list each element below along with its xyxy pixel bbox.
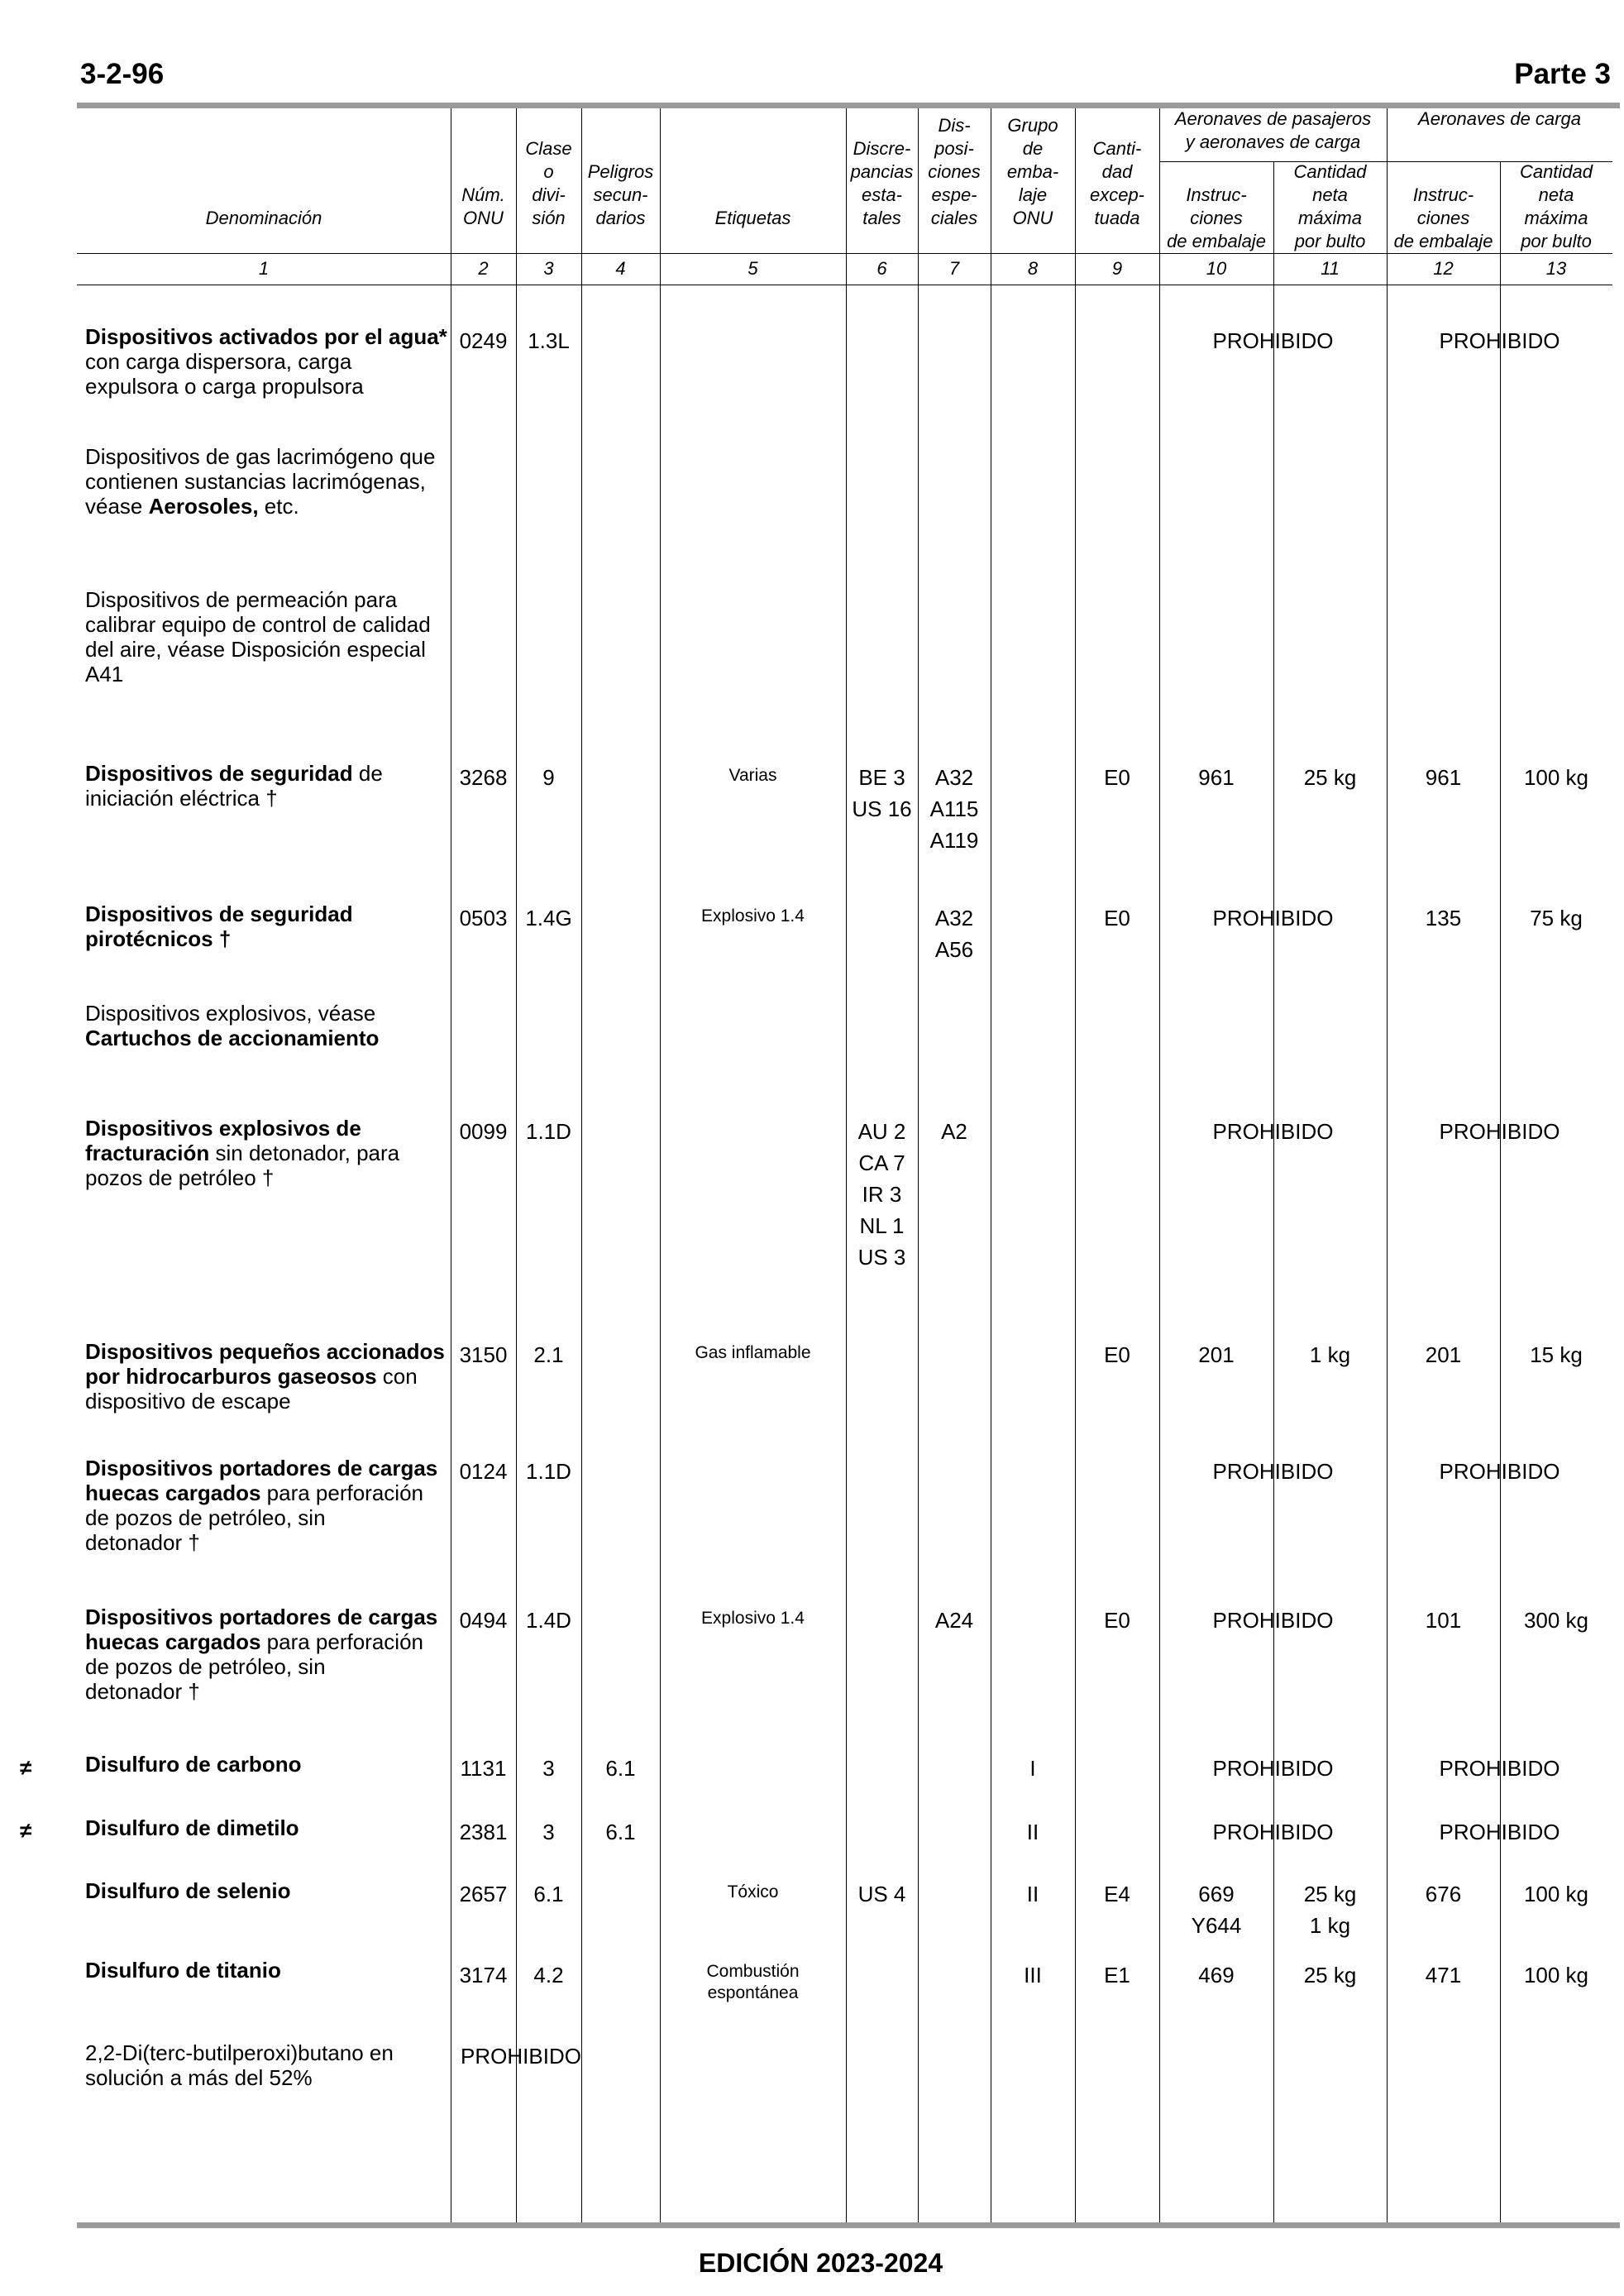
row-carga-prohibido: PROHIBIDO	[1439, 328, 1560, 353]
row-clase: 1.4D	[526, 1608, 571, 1633]
row-carga-neta: 100 kg	[1523, 765, 1589, 790]
row-carga-instr: 676	[1425, 1882, 1462, 1906]
header-instrucciones-carga: Instruc- ciones de embalaje	[1393, 184, 1493, 251]
row-grupo: II	[1026, 1820, 1039, 1844]
row-cantidad: E4	[1104, 1882, 1130, 1906]
row-onu: 0124	[459, 1459, 508, 1484]
row-etiqueta: Combustión espontánea	[706, 1962, 800, 2002]
row-carga-neta: 100 kg	[1523, 1882, 1589, 1906]
row-name: Dispositivos activados por el agua* con carga dispersora, carga expulsora o carga propulsora	[85, 324, 447, 399]
row-discrepancias: AU 2 CA 7 IR 3 NL 1 US 3	[857, 1119, 906, 1270]
row-onu: 3174	[459, 1963, 508, 1987]
header-cantidad-exceptuada: Canti- dad excep- tuada	[1089, 138, 1145, 228]
header-peligros: Peligros secun- darios	[587, 161, 654, 228]
row-name: Dispositivos portadores de cargas huecas cargados para perforación de pozos de petróleo, sin detonador †	[85, 1456, 438, 1555]
row-clase: 3	[542, 1756, 555, 1781]
row-onu: 0503	[459, 906, 508, 930]
row-prohibido: PROHIBIDO	[461, 2044, 581, 2069]
row-onu: 2381	[459, 1820, 508, 1844]
row-onu: 3150	[459, 1342, 508, 1367]
row-clase: 6.1	[533, 1882, 564, 1906]
header-aeronaves-pasajeros: Aeronaves de pasajeros y aeronaves de carga	[1174, 108, 1372, 152]
row-name: Dispositivos explosivos, véase Cartuchos de accionamiento	[85, 1001, 380, 1050]
row-grupo: III	[1024, 1963, 1042, 1987]
row-disposiciones: A32 A115 A119	[929, 765, 979, 853]
header-clase: Clase o divi- sión	[525, 138, 572, 228]
row-carga-neta: 15 kg	[1530, 1342, 1583, 1367]
row-pas-instr: 469	[1198, 1963, 1235, 1987]
change-mark: ≠	[20, 1818, 32, 1843]
row-etiqueta: Tóxico	[727, 1882, 779, 1901]
header-aeronaves-carga: Aeronaves de carga	[1418, 108, 1581, 129]
row-pas-prohibido: PROHIBIDO	[1212, 1756, 1334, 1781]
row-carga-instr: 201	[1425, 1342, 1462, 1367]
header-instrucciones-pas: Instruc- ciones de embalaje	[1167, 184, 1266, 251]
header-discrepancias: Discre- pancias esta- tales	[850, 138, 914, 228]
row-pas-prohibido: PROHIBIDO	[1212, 1459, 1334, 1484]
row-pas-neta: 25 kg 1 kg	[1303, 1882, 1357, 1938]
row-pas-instr: 961	[1198, 765, 1235, 790]
page-number: 3-2-96	[80, 58, 165, 90]
header-cantidad-neta-pas: Cantidad neta máxima por bulto	[1293, 161, 1367, 251]
row-name: Disulfuro de carbono	[85, 1752, 302, 1777]
row-name: Dispositivos de gas lacrimógeno que contienen sustancias lacrimógenas, véase Aerosoles, etc.	[85, 444, 436, 519]
row-pas-prohibido: PROHIBIDO	[1212, 328, 1334, 353]
row-carga-prohibido: PROHIBIDO	[1439, 1119, 1560, 1144]
row-onu: 3268	[459, 765, 508, 790]
row-carga-instr: 961	[1425, 765, 1462, 790]
row-onu: 0099	[459, 1119, 508, 1144]
row-cantidad: E0	[1104, 765, 1130, 790]
row-clase: 1.1D	[526, 1459, 571, 1484]
header-grupo: Grupo de emba- laje ONU	[1006, 115, 1059, 228]
row-peligros: 6.1	[605, 1820, 636, 1844]
row-clase: 2.1	[533, 1342, 564, 1367]
row-clase: 3	[542, 1820, 555, 1844]
row-onu: 0494	[459, 1608, 508, 1633]
header-denominacion: Denominación	[205, 208, 322, 228]
change-mark: ≠	[20, 1755, 32, 1780]
row-name: 2,2-Di(terc-butilperoxi)butano en solución a más del 52%	[85, 2040, 394, 2090]
row-cantidad: E0	[1104, 1608, 1130, 1633]
part-label: Parte 3	[1514, 58, 1611, 90]
row-name: Dispositivos de seguridad de iniciación eléctrica †	[85, 761, 383, 811]
row-etiqueta: Gas inflamable	[695, 1343, 811, 1362]
row-cantidad: E0	[1104, 1342, 1130, 1367]
header-etiquetas: Etiquetas	[714, 208, 791, 228]
row-clase: 4.2	[533, 1963, 564, 1987]
row-pas-prohibido: PROHIBIDO	[1212, 1608, 1334, 1633]
row-name: Disulfuro de titanio	[85, 1958, 281, 1983]
row-name: Dispositivos pequeños accionados por hidrocarburos gaseosos con dispositivo de escape	[85, 1339, 445, 1413]
row-onu: 0249	[459, 328, 508, 353]
row-carga-neta: 75 kg	[1530, 906, 1583, 930]
row-name: Disulfuro de selenio	[85, 1878, 291, 1903]
row-pas-neta: 25 kg	[1303, 1963, 1357, 1987]
row-etiqueta: Explosivo 1.4	[701, 1609, 805, 1628]
row-carga-neta: 100 kg	[1523, 1963, 1589, 1987]
row-pas-prohibido: PROHIBIDO	[1212, 906, 1334, 930]
row-pas-instr: 669 Y644	[1191, 1882, 1242, 1938]
row-pas-instr: 201	[1198, 1342, 1235, 1367]
row-carga-prohibido: PROHIBIDO	[1439, 1459, 1560, 1484]
row-disposiciones: A2	[941, 1119, 967, 1144]
row-name: Disulfuro de dimetilo	[85, 1815, 299, 1840]
row-name: Dispositivos explosivos de fracturación sin detonador, para pozos de petróleo †	[85, 1116, 400, 1190]
row-grupo: I	[1029, 1756, 1036, 1781]
row-carga-neta: 300 kg	[1523, 1608, 1589, 1633]
row-cantidad: E1	[1104, 1963, 1130, 1987]
row-name: Dispositivos portadores de cargas huecas cargados para perforación de pozos de petróleo, sin detonador †	[85, 1605, 438, 1704]
row-peligros: 6.1	[605, 1756, 636, 1781]
row-discrepancias: US 4	[857, 1882, 906, 1906]
row-onu: 1131	[460, 1756, 507, 1781]
row-onu: 2657	[459, 1882, 508, 1906]
bottom-rule	[77, 2222, 1620, 2228]
edition-footer: EDICIÓN 2023-2024	[698, 2248, 943, 2278]
row-name: Dispositivos de seguridad pirotécnicos †	[85, 902, 353, 951]
header-num-onu: Núm. ONU	[461, 184, 505, 228]
row-carga-prohibido: PROHIBIDO	[1439, 1756, 1560, 1781]
row-clase: 1.4G	[525, 906, 572, 930]
row-clase: 1.1D	[526, 1119, 571, 1144]
row-carga-instr: 471	[1425, 1963, 1462, 1987]
row-pas-neta: 25 kg	[1303, 765, 1357, 790]
row-pas-prohibido: PROHIBIDO	[1212, 1820, 1334, 1844]
row-pas-neta: 1 kg	[1309, 1342, 1351, 1367]
row-grupo: II	[1026, 1882, 1039, 1906]
row-disposiciones: A24	[934, 1608, 974, 1633]
header-cantidad-neta-carga: Cantidad neta máxima por bulto	[1519, 161, 1593, 251]
row-carga-instr: 101	[1425, 1608, 1462, 1633]
row-pas-prohibido: PROHIBIDO	[1212, 1119, 1334, 1144]
header-disposiciones: Dis- posi- ciones espe- ciales	[928, 115, 981, 228]
row-discrepancias: BE 3 US 16	[852, 765, 912, 821]
row-cantidad: E0	[1104, 906, 1130, 930]
row-etiqueta: Explosivo 1.4	[701, 906, 805, 926]
row-carga-instr: 135	[1425, 906, 1462, 930]
row-name: Dispositivos de permeación para calibrar equipo de control de calidad del aire, véase Disposición especial A41	[85, 587, 431, 686]
row-etiqueta: Varias	[728, 766, 777, 785]
row-disposiciones: A32 A56	[934, 906, 974, 962]
row-clase: 9	[542, 765, 555, 790]
row-clase: 1.3L	[528, 328, 570, 353]
row-carga-prohibido: PROHIBIDO	[1439, 1820, 1560, 1844]
